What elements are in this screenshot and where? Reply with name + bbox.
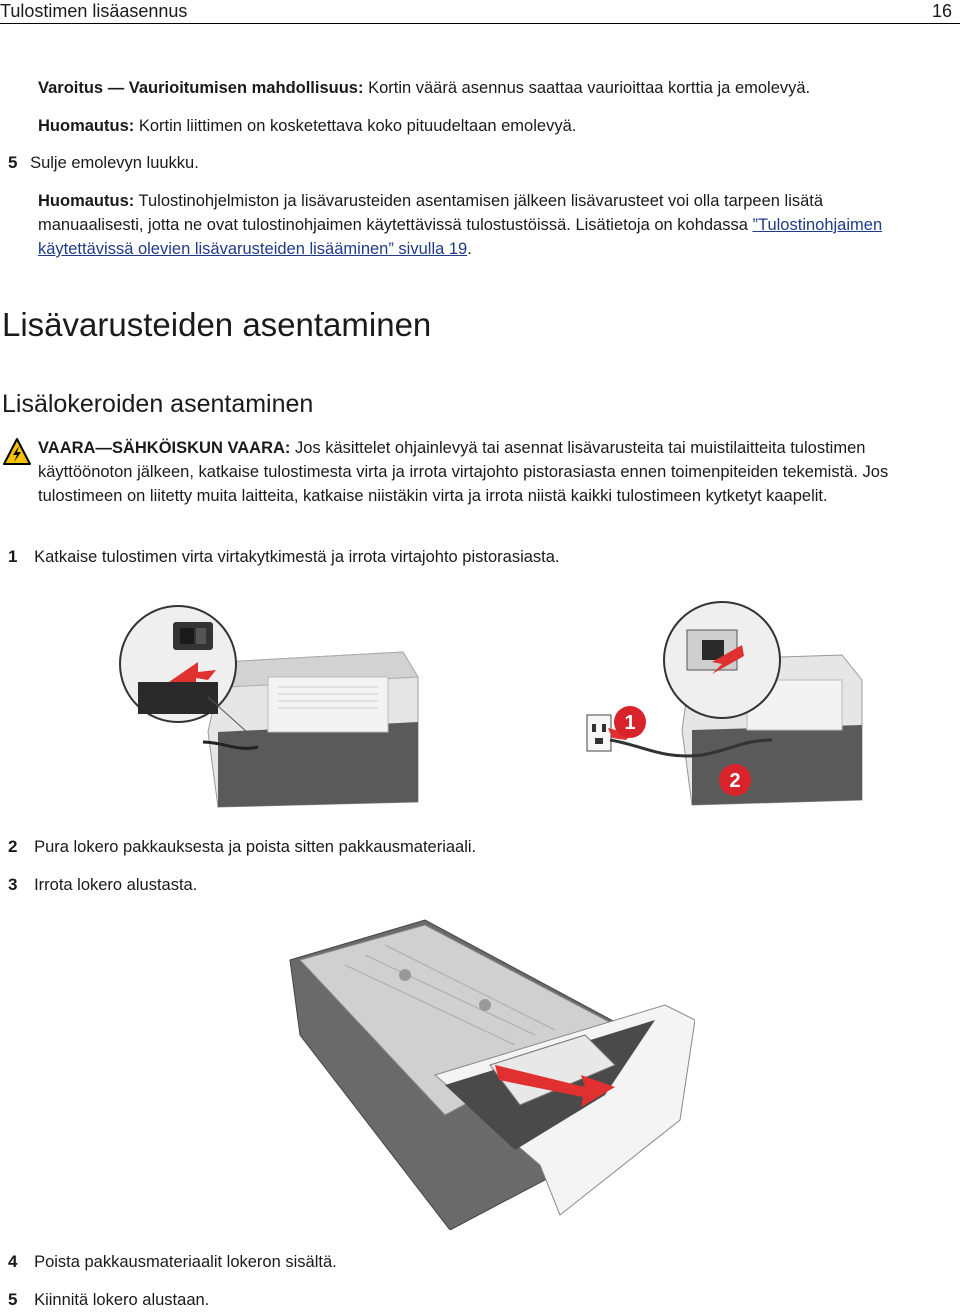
step-4: [8, 1250, 337, 1274]
cross-reference-link[interactable]: ”Tulostinohjaimen käytettävissä olevien lisävarusteiden lisääminen” sivulla 19: [38, 216, 883, 258]
step-text: Kiinnitä lokero alustaan.: [34, 1291, 210, 1309]
note-label: Huomautus:: [38, 192, 135, 210]
tray-removal-illustration: [285, 915, 695, 1230]
note-drivers: [38, 189, 928, 261]
subsection-heading: Lisälokeroiden asentaminen: [2, 390, 314, 418]
step-1: [8, 545, 560, 569]
previous-step: [8, 151, 199, 175]
step-3: [8, 873, 197, 897]
step-text: Sulje emolevyn luukku.: [30, 154, 199, 172]
danger-text: Jos käsittelet ohjainlevyä tai asennat lisävarusteita tai muistilaitteita tulostimen käyttöönoton jälkeen, katkaise tulostimesta virta ja irrota virtajohto pistorasiasta ennen toimenpiteiden tekemistä. Jos tulostimeen on liitetty muita laitteita, katkaise niistäkin virta ja irrota niistä kaikki tulostimeen kytketyt kaapelit.: [38, 439, 889, 505]
section-heading: Lisävarusteiden asentaminen: [2, 306, 432, 343]
step-number: 5: [8, 153, 18, 172]
note-label: Huomautus:: [38, 117, 135, 135]
step-number: 5: [8, 1290, 18, 1309]
callout-two: 2: [729, 770, 741, 792]
step-text: Pura lokero pakkauksesta ja poista sitten pakkausmateriaali.: [34, 838, 477, 856]
callout-one: 1: [624, 712, 636, 734]
electrical-hazard-icon: [2, 437, 32, 467]
step-text: Katkaise tulostimen virta virtakytkimestä ja irrota virtajohto pistorasiasta.: [34, 548, 560, 566]
danger-label: VAARA—SÄHKÖISKUN VAARA:: [38, 439, 291, 457]
step-text: Poista pakkausmateriaalit lokeron sisältä.: [34, 1253, 337, 1271]
step-text: Irrota lokero alustasta.: [34, 876, 198, 894]
damage-warning: [38, 76, 938, 100]
unplug-cord-illustration: [582, 600, 872, 814]
step-2: [8, 835, 476, 859]
electrical-danger-warning: [38, 436, 956, 508]
step-5: [8, 1288, 209, 1312]
page-header-title: Tulostimen lisäasennus: [0, 1, 188, 21]
note-end: .: [467, 240, 472, 258]
page-number: 16: [931, 1, 952, 21]
note-text: Kortin liittimen on kosketettava koko pituudeltaan emolevyä.: [134, 117, 577, 135]
step-number: 1: [8, 547, 18, 566]
step-number: 4: [8, 1252, 18, 1271]
warning-text: Kortin väärä asennus saattaa vaurioittaa korttia ja emolevyä.: [363, 79, 811, 97]
step-number: 3: [8, 875, 18, 894]
note-text: Tulostinohjelmiston ja lisävarusteiden asentamisen jälkeen lisävarusteet voi olla tarpeen lisätä manuaalisesti, jotta ne ovat tulostinohjaimen käytettävissä tulostustöissä. Lisätietoja on kohdassa: [38, 192, 824, 234]
step-number: 2: [8, 837, 18, 856]
note-connector: [38, 114, 938, 138]
power-switch-illustration: [118, 602, 423, 814]
header-divider: [0, 23, 960, 24]
warning-label: Varoitus — Vaurioitumisen mahdollisuus:: [38, 79, 364, 97]
